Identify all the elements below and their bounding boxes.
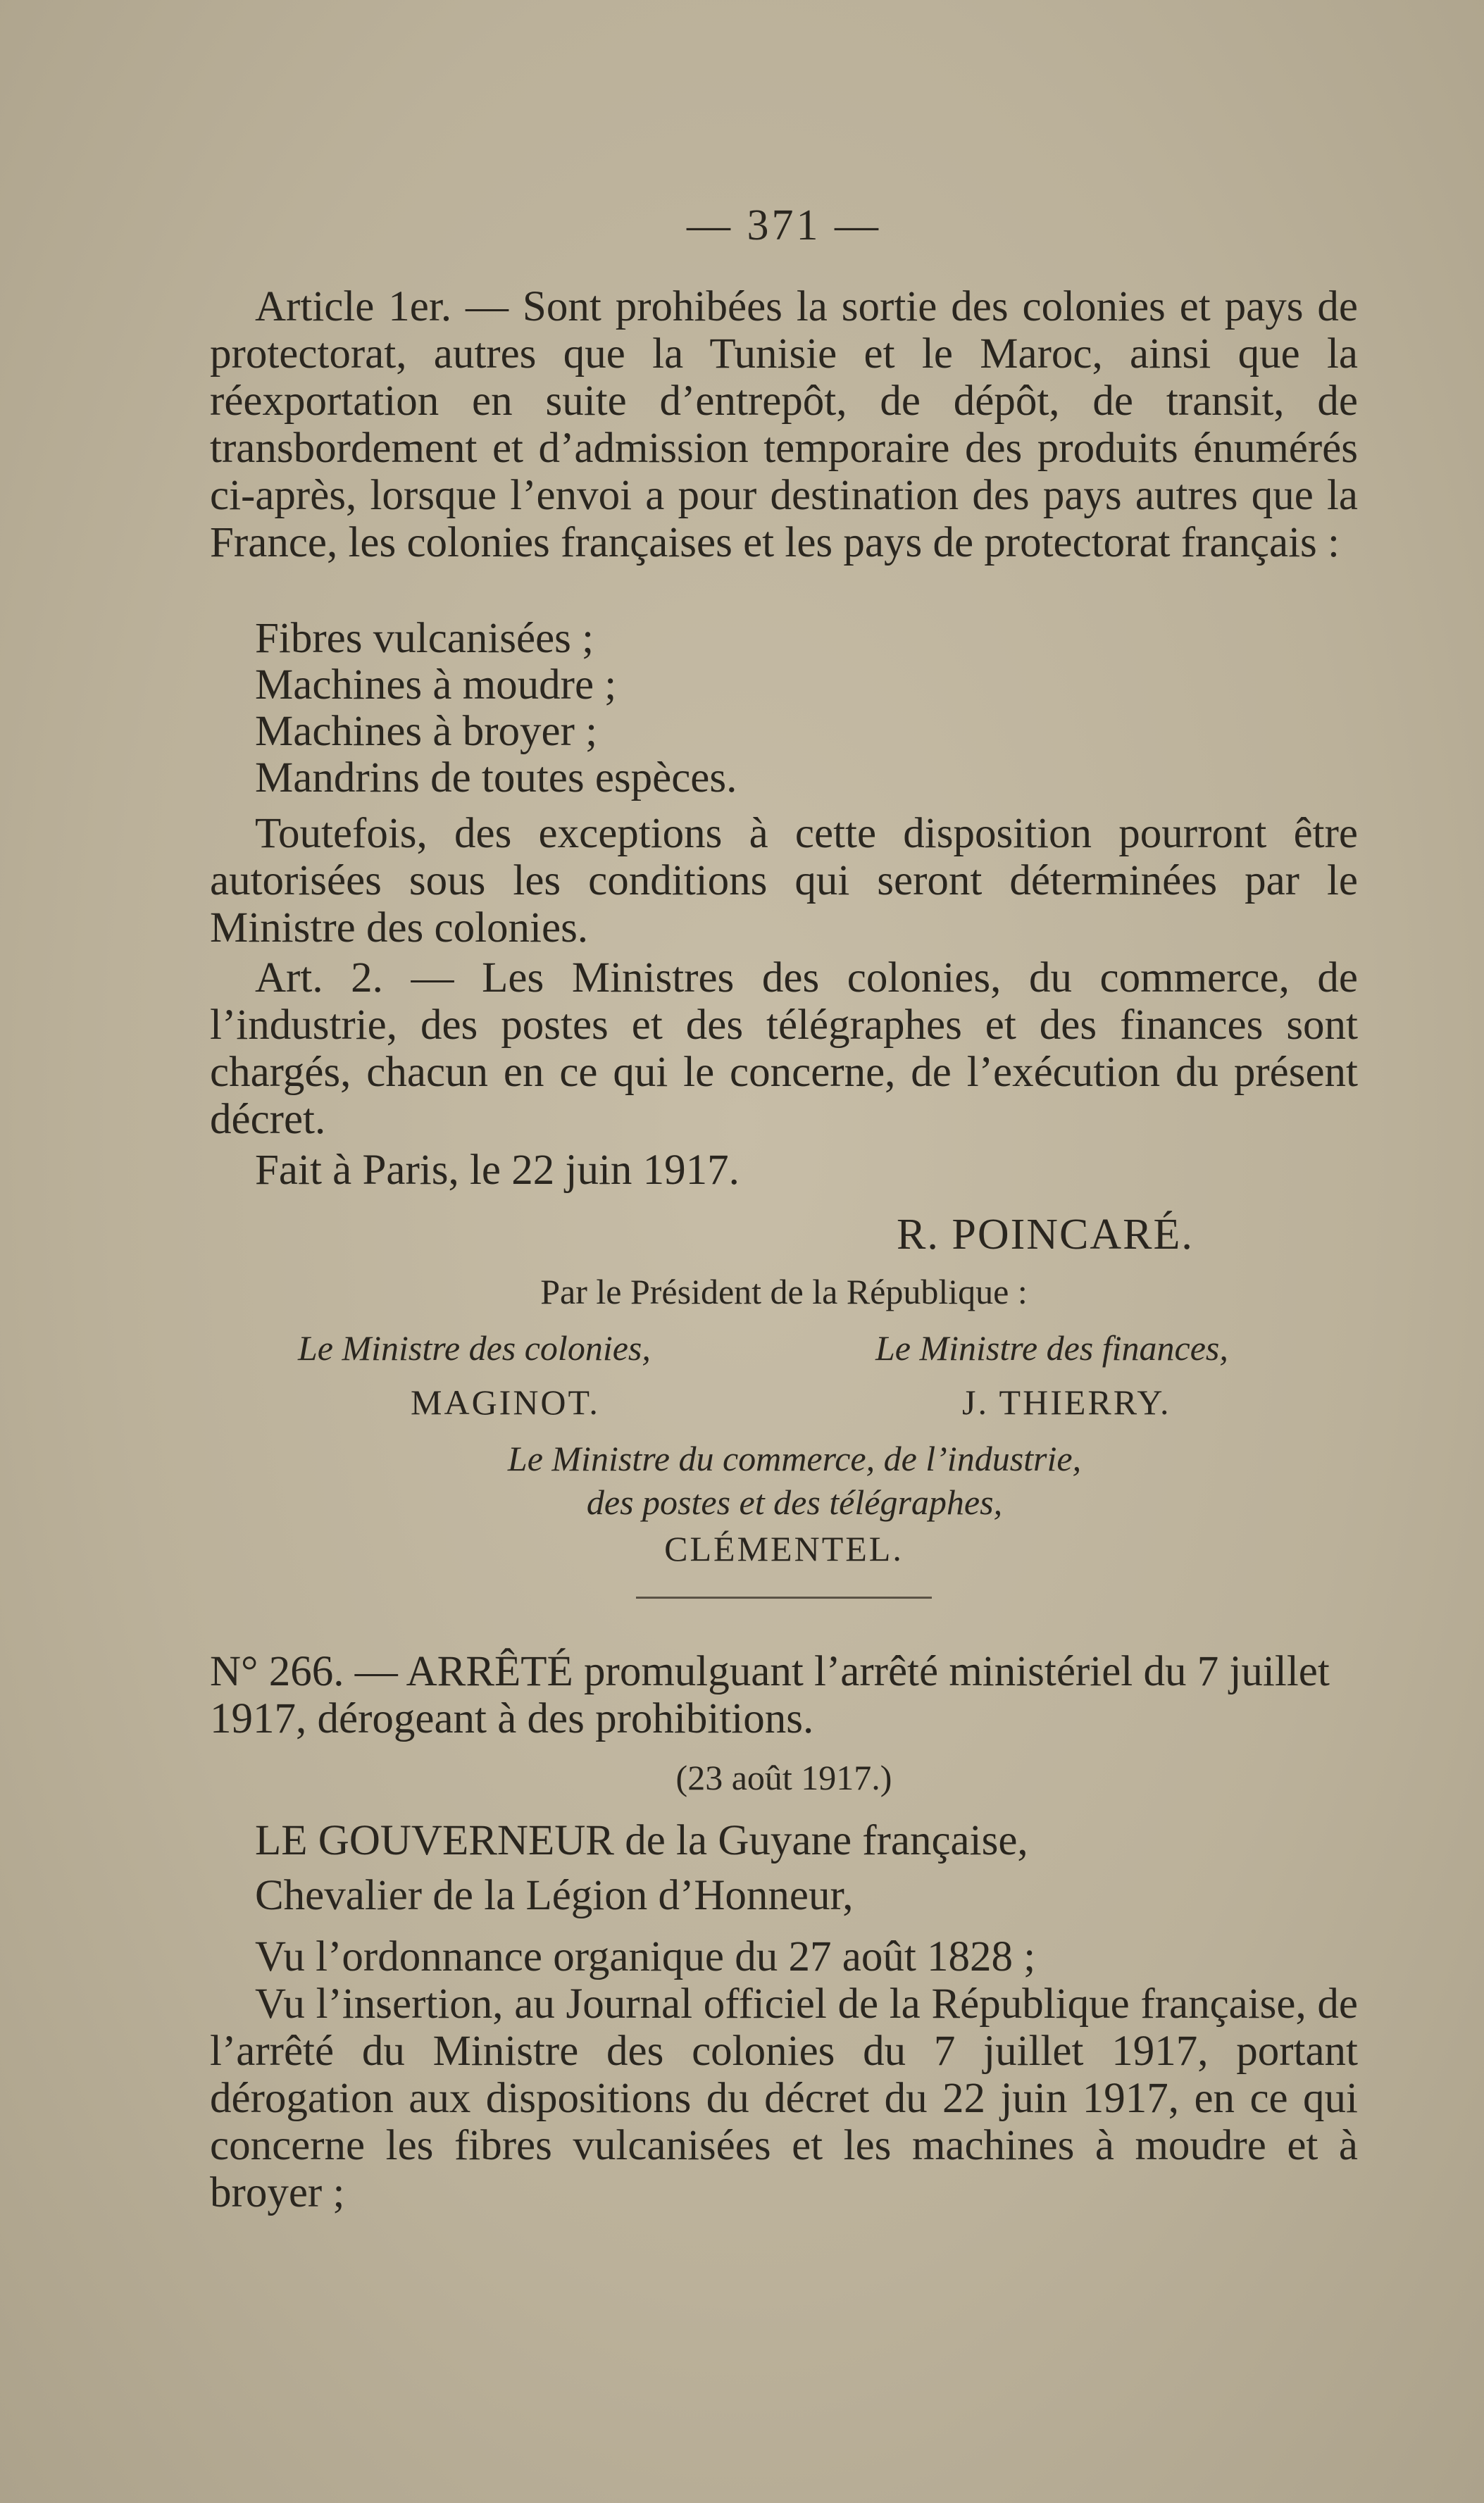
- list-item: Mandrins de toutes espèces.: [255, 754, 737, 801]
- arrete-heading: N° 266. — ARRÊTÉ promulguant l’arrêté ministériel du 7 juillet 1917, dérogeant à des prohibitions.: [210, 1648, 1330, 1742]
- list-item: Machines à broyer ;: [255, 708, 598, 755]
- article-2: Art. 2. — Les Ministres des colonies, du commerce, de l’industrie, des postes et des télégraphes et des finances sont chargés, chacun en ce qui le concerne, de l’exécution du présent décret.: [210, 954, 1358, 1143]
- vu-insertion: Vu l’insertion, au Journal officiel de la République française, de l’arrêté du Ministre des colonies du 7 juillet 1917, portant dérogation aux dispositions du décret du 22 juin 1917, en ce qui concerne les fibres vulcanisées et les machines à moudre et à broyer ;: [210, 1980, 1358, 2216]
- minister-commerce-title: Le Ministre du commerce, de l’industrie, des postes et des télégraphes,: [507, 1439, 1082, 1522]
- arrete-date: (23 août 1917.): [675, 1758, 892, 1797]
- minister-commerce-name: CLÉMENTEL.: [664, 1529, 904, 1568]
- minister-finances-name: J. THIERRY.: [962, 1382, 1171, 1422]
- chevalier-line: Chevalier de la Légion d’Honneur,: [255, 1872, 854, 1919]
- list-item: Fibres vulcanisées ;: [255, 615, 594, 662]
- section-divider: [636, 1597, 932, 1599]
- governor-line: LE GOUVERNEUR de la Guyane française,: [255, 1817, 1028, 1864]
- president-signature: R. POINCARÉ.: [897, 1211, 1194, 1259]
- page-number: — 371 —: [687, 201, 881, 249]
- by-president: Par le Président de la République :: [540, 1272, 1028, 1311]
- minister-colonies-title: Le Ministre des colonies,: [298, 1328, 651, 1368]
- done-at: Fait à Paris, le 22 juin 1917.: [255, 1147, 740, 1194]
- vu-ordonnance: Vu l’ordonnance organique du 27 août 1828 ;: [255, 1933, 1036, 1980]
- minister-finances-title: Le Ministre des finances,: [875, 1328, 1228, 1368]
- exception-paragraph: Toutefois, des exceptions à cette disposition pourront être autorisées sous les conditions qui seront déterminées par le Ministre des colonies.: [210, 810, 1358, 951]
- article-1: Article 1er. — Sont prohibées la sortie des colonies et pays de protectorat, autres que la Tunisie et le Maroc, ainsi que la réexportation en suite d’entrepôt, de dépôt, de transit, de transbordement et d’admission temporaire des produits énumérés ci-après, lorsque l’envoi a pour destination des pays autres que la France, les colonies françaises et les pays de protectorat français :: [210, 283, 1358, 566]
- minister-colonies-name: MAGINOT.: [411, 1382, 600, 1422]
- list-item: Machines à moudre ;: [255, 661, 617, 709]
